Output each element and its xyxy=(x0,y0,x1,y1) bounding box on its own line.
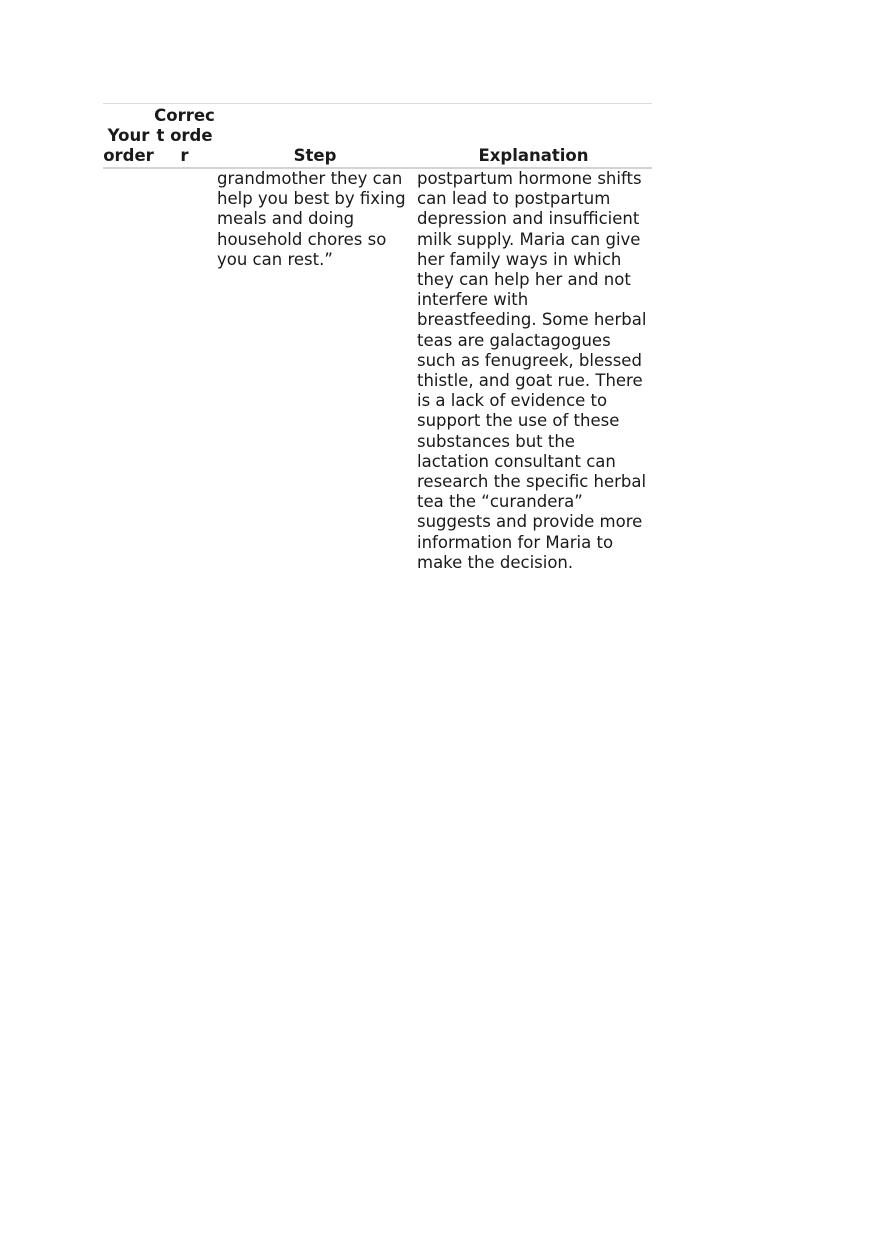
order-table xyxy=(103,103,652,573)
cell-explanation xyxy=(415,168,652,573)
header-step: Step xyxy=(293,146,337,165)
table-header xyxy=(103,104,652,169)
cell-your-order xyxy=(103,168,154,573)
header-your-order: Your order xyxy=(103,126,154,165)
table-body xyxy=(103,168,652,573)
explanation-text: postpartum hormone shifts can lead to postpartum depression and insufficient milk supply. Maria can give her family ways in which they can help her and not interfere with breastfeeding. Some herbal teas are galactagogues such as fenugreek, blessed thistle, and goat rue. There is a lack of evidence to support the use of these substances but the lactation consultant can research the specific herbal tea the “curandera” suggests and provide more information for Maria to make the decision. xyxy=(417,169,647,572)
step-text: grandmother they can help you best by fixing meals and doing household chores so you can rest.” xyxy=(217,169,406,269)
header-explanation: Explanation xyxy=(478,146,589,165)
table-row xyxy=(103,168,652,573)
cell-correct-order xyxy=(154,168,215,573)
table-header-row xyxy=(103,104,652,169)
cell-step xyxy=(215,168,415,573)
header-correct-order: Correct order xyxy=(154,106,215,165)
